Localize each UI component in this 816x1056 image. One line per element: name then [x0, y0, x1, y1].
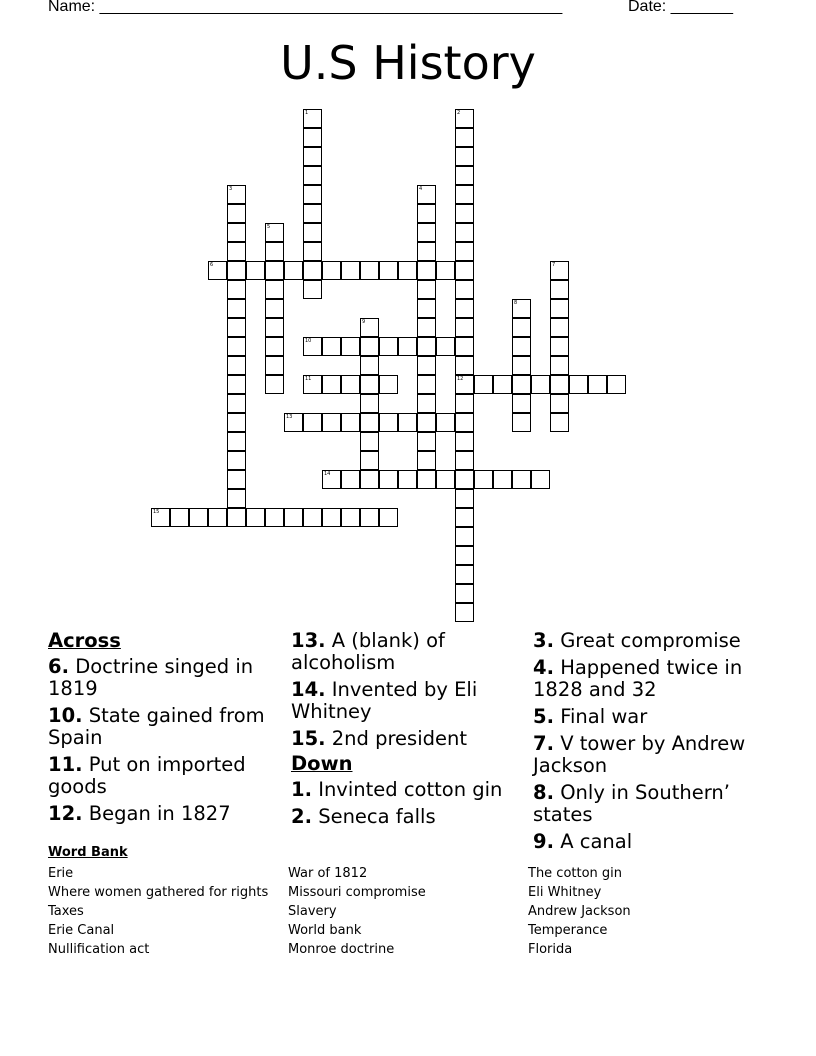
grid-cell[interactable] — [322, 508, 341, 527]
grid-cell[interactable] — [379, 508, 398, 527]
grid-cell[interactable] — [455, 470, 474, 489]
grid-cell[interactable] — [550, 413, 569, 432]
grid-cell[interactable] — [474, 375, 493, 394]
grid-cell[interactable] — [417, 223, 436, 242]
grid-cell[interactable] — [265, 318, 284, 337]
grid-cell[interactable] — [417, 242, 436, 261]
clue — [48, 705, 278, 749]
grid-cell[interactable] — [455, 337, 474, 356]
grid-cell[interactable] — [227, 413, 246, 432]
clue-number-label: 5. — [533, 705, 554, 728]
word-bank-column-2 — [288, 864, 426, 959]
grid-cell[interactable] — [550, 394, 569, 413]
clue-number: 2 — [457, 110, 461, 116]
down-heading: Down — [291, 752, 353, 775]
grid-cell[interactable] — [227, 299, 246, 318]
grid-cell[interactable] — [265, 299, 284, 318]
clue — [48, 803, 278, 825]
grid-cell[interactable] — [151, 508, 170, 527]
grid-cell[interactable] — [265, 337, 284, 356]
grid-cell[interactable] — [455, 413, 474, 432]
grid-cell[interactable] — [265, 223, 284, 242]
grid-cell[interactable] — [550, 299, 569, 318]
word-bank-item: Missouri compromise — [288, 885, 426, 900]
grid-cell[interactable] — [360, 318, 379, 337]
grid-cell[interactable] — [303, 166, 322, 185]
grid-cell[interactable] — [360, 337, 379, 356]
page-title: U.S History — [280, 36, 536, 90]
clue-text: Final war — [560, 705, 648, 728]
grid-cell[interactable] — [455, 356, 474, 375]
across-heading: Across — [48, 629, 121, 652]
clue-number: 7 — [552, 262, 556, 268]
clue-number-label: 10. — [48, 704, 83, 727]
grid-cell[interactable] — [379, 261, 398, 280]
grid-cell[interactable] — [227, 508, 246, 527]
grid-cell[interactable] — [607, 375, 626, 394]
clue-text: Great compromise — [560, 629, 741, 652]
clue-number-label: 13. — [291, 629, 326, 652]
grid-cell[interactable] — [322, 470, 341, 489]
grid-cell[interactable] — [512, 299, 531, 318]
clue — [533, 630, 763, 652]
clue-number-label: 12. — [48, 802, 83, 825]
clue-text: Invented by Eli Whitney — [291, 678, 478, 723]
clue — [533, 733, 763, 777]
grid-cell[interactable] — [360, 394, 379, 413]
grid-cell[interactable] — [493, 470, 512, 489]
grid-cell[interactable] — [303, 280, 322, 299]
clue-number: 11 — [305, 376, 312, 382]
grid-cell[interactable] — [227, 337, 246, 356]
grid-cell[interactable] — [398, 261, 417, 280]
grid-cell[interactable] — [170, 508, 189, 527]
grid-cell[interactable] — [512, 318, 531, 337]
grid-cell[interactable] — [417, 413, 436, 432]
grid-cell[interactable] — [550, 375, 569, 394]
word-bank-item: Nullification act — [48, 942, 150, 957]
clue-number: 4 — [419, 186, 423, 192]
grid-cell[interactable] — [284, 261, 303, 280]
grid-cell[interactable] — [303, 508, 322, 527]
clue-number-label: 9. — [533, 830, 554, 853]
clue-text: State gained from Spain — [48, 704, 265, 749]
clue — [291, 679, 521, 723]
grid-cell[interactable] — [341, 261, 360, 280]
grid-cell[interactable] — [265, 242, 284, 261]
clues-column-1 — [48, 630, 278, 830]
grid-cell[interactable] — [455, 223, 474, 242]
grid-cell[interactable] — [436, 261, 455, 280]
word-bank-item: Taxes — [48, 904, 84, 919]
grid-cell[interactable] — [265, 261, 284, 280]
grid-cell[interactable] — [550, 261, 569, 280]
word-bank-item: Slavery — [288, 904, 337, 919]
clue-text: A (blank) of alcoholism — [291, 629, 445, 674]
grid-cell[interactable] — [550, 356, 569, 375]
grid-cell[interactable] — [455, 109, 474, 128]
clue-number-label: 14. — [291, 678, 326, 701]
grid-cell[interactable] — [512, 470, 531, 489]
grid-cell[interactable] — [227, 242, 246, 261]
name-label: Name: — [48, 0, 96, 15]
grid-cell[interactable] — [455, 432, 474, 451]
grid-cell[interactable] — [398, 337, 417, 356]
clue-number: 13 — [286, 414, 293, 420]
grid-cell[interactable] — [455, 584, 474, 603]
word-bank-item: The cotton gin — [528, 866, 623, 881]
grid-cell[interactable] — [417, 394, 436, 413]
clue — [291, 806, 521, 828]
grid-cell[interactable] — [303, 223, 322, 242]
grid-cell[interactable] — [417, 261, 436, 280]
grid-cell[interactable] — [474, 470, 493, 489]
grid-cell[interactable] — [227, 280, 246, 299]
clue-text: 2nd president — [331, 727, 468, 750]
clue-text: Began in 1827 — [88, 802, 231, 825]
grid-cell[interactable] — [303, 185, 322, 204]
grid-cell[interactable] — [341, 413, 360, 432]
clue — [48, 656, 278, 700]
clue-number-label: 4. — [533, 656, 554, 679]
grid-cell[interactable] — [227, 204, 246, 223]
grid-cell[interactable] — [303, 375, 322, 394]
grid-cell[interactable] — [227, 356, 246, 375]
grid-cell[interactable] — [227, 470, 246, 489]
clue-number: 12 — [457, 376, 464, 382]
clue-number: 14 — [324, 471, 331, 477]
grid-cell[interactable] — [417, 356, 436, 375]
grid-cell[interactable] — [455, 185, 474, 204]
clue — [533, 782, 763, 826]
grid-cell[interactable] — [303, 242, 322, 261]
grid-cell[interactable] — [246, 508, 265, 527]
clue-text: Doctrine singed in 1819 — [48, 655, 254, 700]
grid-cell[interactable] — [303, 147, 322, 166]
grid-cell[interactable] — [189, 508, 208, 527]
clue-number: 9 — [362, 319, 366, 325]
clue-text: A canal — [560, 830, 633, 853]
grid-cell[interactable] — [550, 318, 569, 337]
grid-cell[interactable] — [341, 375, 360, 394]
clue-number-label: 2. — [291, 805, 312, 828]
word-bank-item: Where women gathered for rights — [48, 885, 269, 900]
grid-cell[interactable] — [569, 375, 588, 394]
grid-cell[interactable] — [417, 318, 436, 337]
grid-cell[interactable] — [265, 356, 284, 375]
grid-cell[interactable] — [417, 432, 436, 451]
clue-text: Only in Southern’ states — [533, 781, 730, 826]
grid-cell[interactable] — [436, 337, 455, 356]
grid-cell[interactable] — [531, 375, 550, 394]
grid-cell[interactable] — [303, 337, 322, 356]
clue-number-label: 6. — [48, 655, 69, 678]
grid-cell[interactable] — [455, 261, 474, 280]
grid-cell[interactable] — [455, 508, 474, 527]
grid-cell[interactable] — [360, 470, 379, 489]
grid-cell[interactable] — [455, 546, 474, 565]
grid-cell[interactable] — [550, 337, 569, 356]
grid-cell[interactable] — [265, 375, 284, 394]
clues-column-3 — [533, 630, 763, 858]
grid-cell[interactable] — [360, 356, 379, 375]
grid-cell[interactable] — [455, 147, 474, 166]
grid-cell[interactable] — [227, 394, 246, 413]
grid-cell[interactable] — [227, 261, 246, 280]
grid-cell[interactable] — [455, 318, 474, 337]
date-line[interactable]: _______ — [670, 0, 733, 15]
grid-cell[interactable] — [455, 299, 474, 318]
grid-cell[interactable] — [284, 508, 303, 527]
clue-number-label: 15. — [291, 727, 326, 750]
grid-cell[interactable] — [417, 375, 436, 394]
clue-number-label: 3. — [533, 629, 554, 652]
word-bank-heading: Word Bank — [48, 845, 128, 860]
clue-number: 3 — [229, 186, 233, 192]
word-bank-item: Monroe doctrine — [288, 942, 395, 957]
word-bank-item: World bank — [288, 923, 362, 938]
grid-cell[interactable] — [455, 603, 474, 622]
grid-cell[interactable] — [398, 470, 417, 489]
grid-cell[interactable] — [341, 508, 360, 527]
clue — [533, 706, 763, 728]
clue — [48, 754, 278, 798]
grid-cell[interactable] — [417, 204, 436, 223]
grid-cell[interactable] — [512, 356, 531, 375]
grid-cell[interactable] — [322, 413, 341, 432]
grid-cell[interactable] — [379, 470, 398, 489]
grid-cell[interactable] — [417, 451, 436, 470]
grid-cell[interactable] — [512, 394, 531, 413]
clue-text: Invinted cotton gin — [318, 778, 503, 801]
word-bank-item: Erie Canal — [48, 923, 115, 938]
clue — [533, 657, 763, 701]
word-bank-column-3 — [528, 864, 631, 959]
clue-number-label: 7. — [533, 732, 554, 755]
clue — [533, 831, 763, 853]
grid-cell[interactable] — [246, 261, 265, 280]
grid-cell[interactable] — [455, 565, 474, 584]
word-bank-item: War of 1812 — [288, 866, 368, 881]
grid-cell[interactable] — [284, 413, 303, 432]
clue-text: Seneca falls — [318, 805, 436, 828]
clue-number: 5 — [267, 224, 271, 230]
grid-cell[interactable] — [265, 508, 284, 527]
grid-cell[interactable] — [227, 432, 246, 451]
grid-cell[interactable] — [512, 375, 531, 394]
grid-cell[interactable] — [360, 432, 379, 451]
grid-cell[interactable] — [417, 185, 436, 204]
clue-number-label: 8. — [533, 781, 554, 804]
grid-cell[interactable] — [360, 413, 379, 432]
grid-cell[interactable] — [398, 413, 417, 432]
date-label: Date: — [628, 0, 667, 15]
word-bank-item: Andrew Jackson — [528, 904, 631, 919]
grid-cell[interactable] — [455, 489, 474, 508]
clue-number: 8 — [514, 300, 518, 306]
grid-cell[interactable] — [360, 375, 379, 394]
grid-cell[interactable] — [303, 261, 322, 280]
word-bank-item: Eli Whitney — [528, 885, 602, 900]
clue-text: Happened twice in 1828 and 32 — [533, 656, 743, 701]
clues-column-2 — [291, 630, 521, 833]
name-line[interactable]: ____________________________________________________ — [99, 0, 563, 15]
grid-cell[interactable] — [455, 451, 474, 470]
grid-cell[interactable] — [360, 261, 379, 280]
clue — [291, 779, 521, 801]
grid-cell[interactable] — [455, 527, 474, 546]
grid-cell[interactable] — [455, 166, 474, 185]
clue-number-label: 1. — [291, 778, 312, 801]
grid-cell[interactable] — [550, 280, 569, 299]
grid-cell[interactable] — [360, 451, 379, 470]
grid-cell[interactable] — [341, 470, 360, 489]
grid-cell[interactable] — [588, 375, 607, 394]
grid-cell[interactable] — [455, 280, 474, 299]
clue-number: 15 — [153, 509, 160, 515]
clue-text: V tower by Andrew Jackson — [533, 732, 746, 777]
clue-number: 10 — [305, 338, 312, 344]
grid-cell[interactable] — [417, 337, 436, 356]
grid-cell[interactable] — [417, 280, 436, 299]
grid-cell[interactable] — [341, 337, 360, 356]
grid-cell[interactable] — [379, 337, 398, 356]
grid-cell[interactable] — [512, 413, 531, 432]
word-bank-item: Florida — [528, 942, 573, 957]
grid-cell[interactable] — [493, 375, 512, 394]
grid-cell[interactable] — [455, 204, 474, 223]
grid-cell[interactable] — [303, 413, 322, 432]
clue-number: 6 — [210, 262, 214, 268]
grid-cell[interactable] — [455, 375, 474, 394]
grid-cell[interactable] — [265, 280, 284, 299]
grid-cell[interactable] — [455, 128, 474, 147]
word-bank-item: Temperance — [528, 923, 608, 938]
clue-number: 1 — [305, 110, 309, 116]
grid-cell[interactable] — [227, 489, 246, 508]
grid-cell[interactable] — [303, 128, 322, 147]
grid-cell[interactable] — [531, 470, 550, 489]
grid-cell[interactable] — [208, 261, 227, 280]
grid-cell[interactable] — [227, 451, 246, 470]
grid-cell[interactable] — [417, 470, 436, 489]
grid-cell[interactable] — [227, 223, 246, 242]
clue-number-label: 11. — [48, 753, 83, 776]
grid-cell[interactable] — [303, 204, 322, 223]
word-bank-column-1 — [48, 864, 268, 959]
grid-cell[interactable] — [322, 375, 341, 394]
grid-cell[interactable] — [227, 318, 246, 337]
grid-cell[interactable] — [322, 337, 341, 356]
grid-cell[interactable] — [303, 109, 322, 128]
grid-cell[interactable] — [379, 413, 398, 432]
grid-cell[interactable] — [360, 508, 379, 527]
grid-cell[interactable] — [322, 261, 341, 280]
grid-cell[interactable] — [512, 337, 531, 356]
grid-cell[interactable] — [379, 375, 398, 394]
grid-cell[interactable] — [455, 242, 474, 261]
grid-cell[interactable] — [417, 299, 436, 318]
clue-text: Put on imported goods — [48, 753, 246, 798]
grid-cell[interactable] — [436, 470, 455, 489]
grid-cell[interactable] — [455, 394, 474, 413]
grid-cell[interactable] — [227, 375, 246, 394]
word-bank-item: Erie — [48, 866, 74, 881]
grid-cell[interactable] — [436, 413, 455, 432]
grid-cell[interactable] — [227, 185, 246, 204]
grid-cell[interactable] — [208, 508, 227, 527]
clue — [291, 728, 521, 750]
clue — [291, 630, 521, 674]
